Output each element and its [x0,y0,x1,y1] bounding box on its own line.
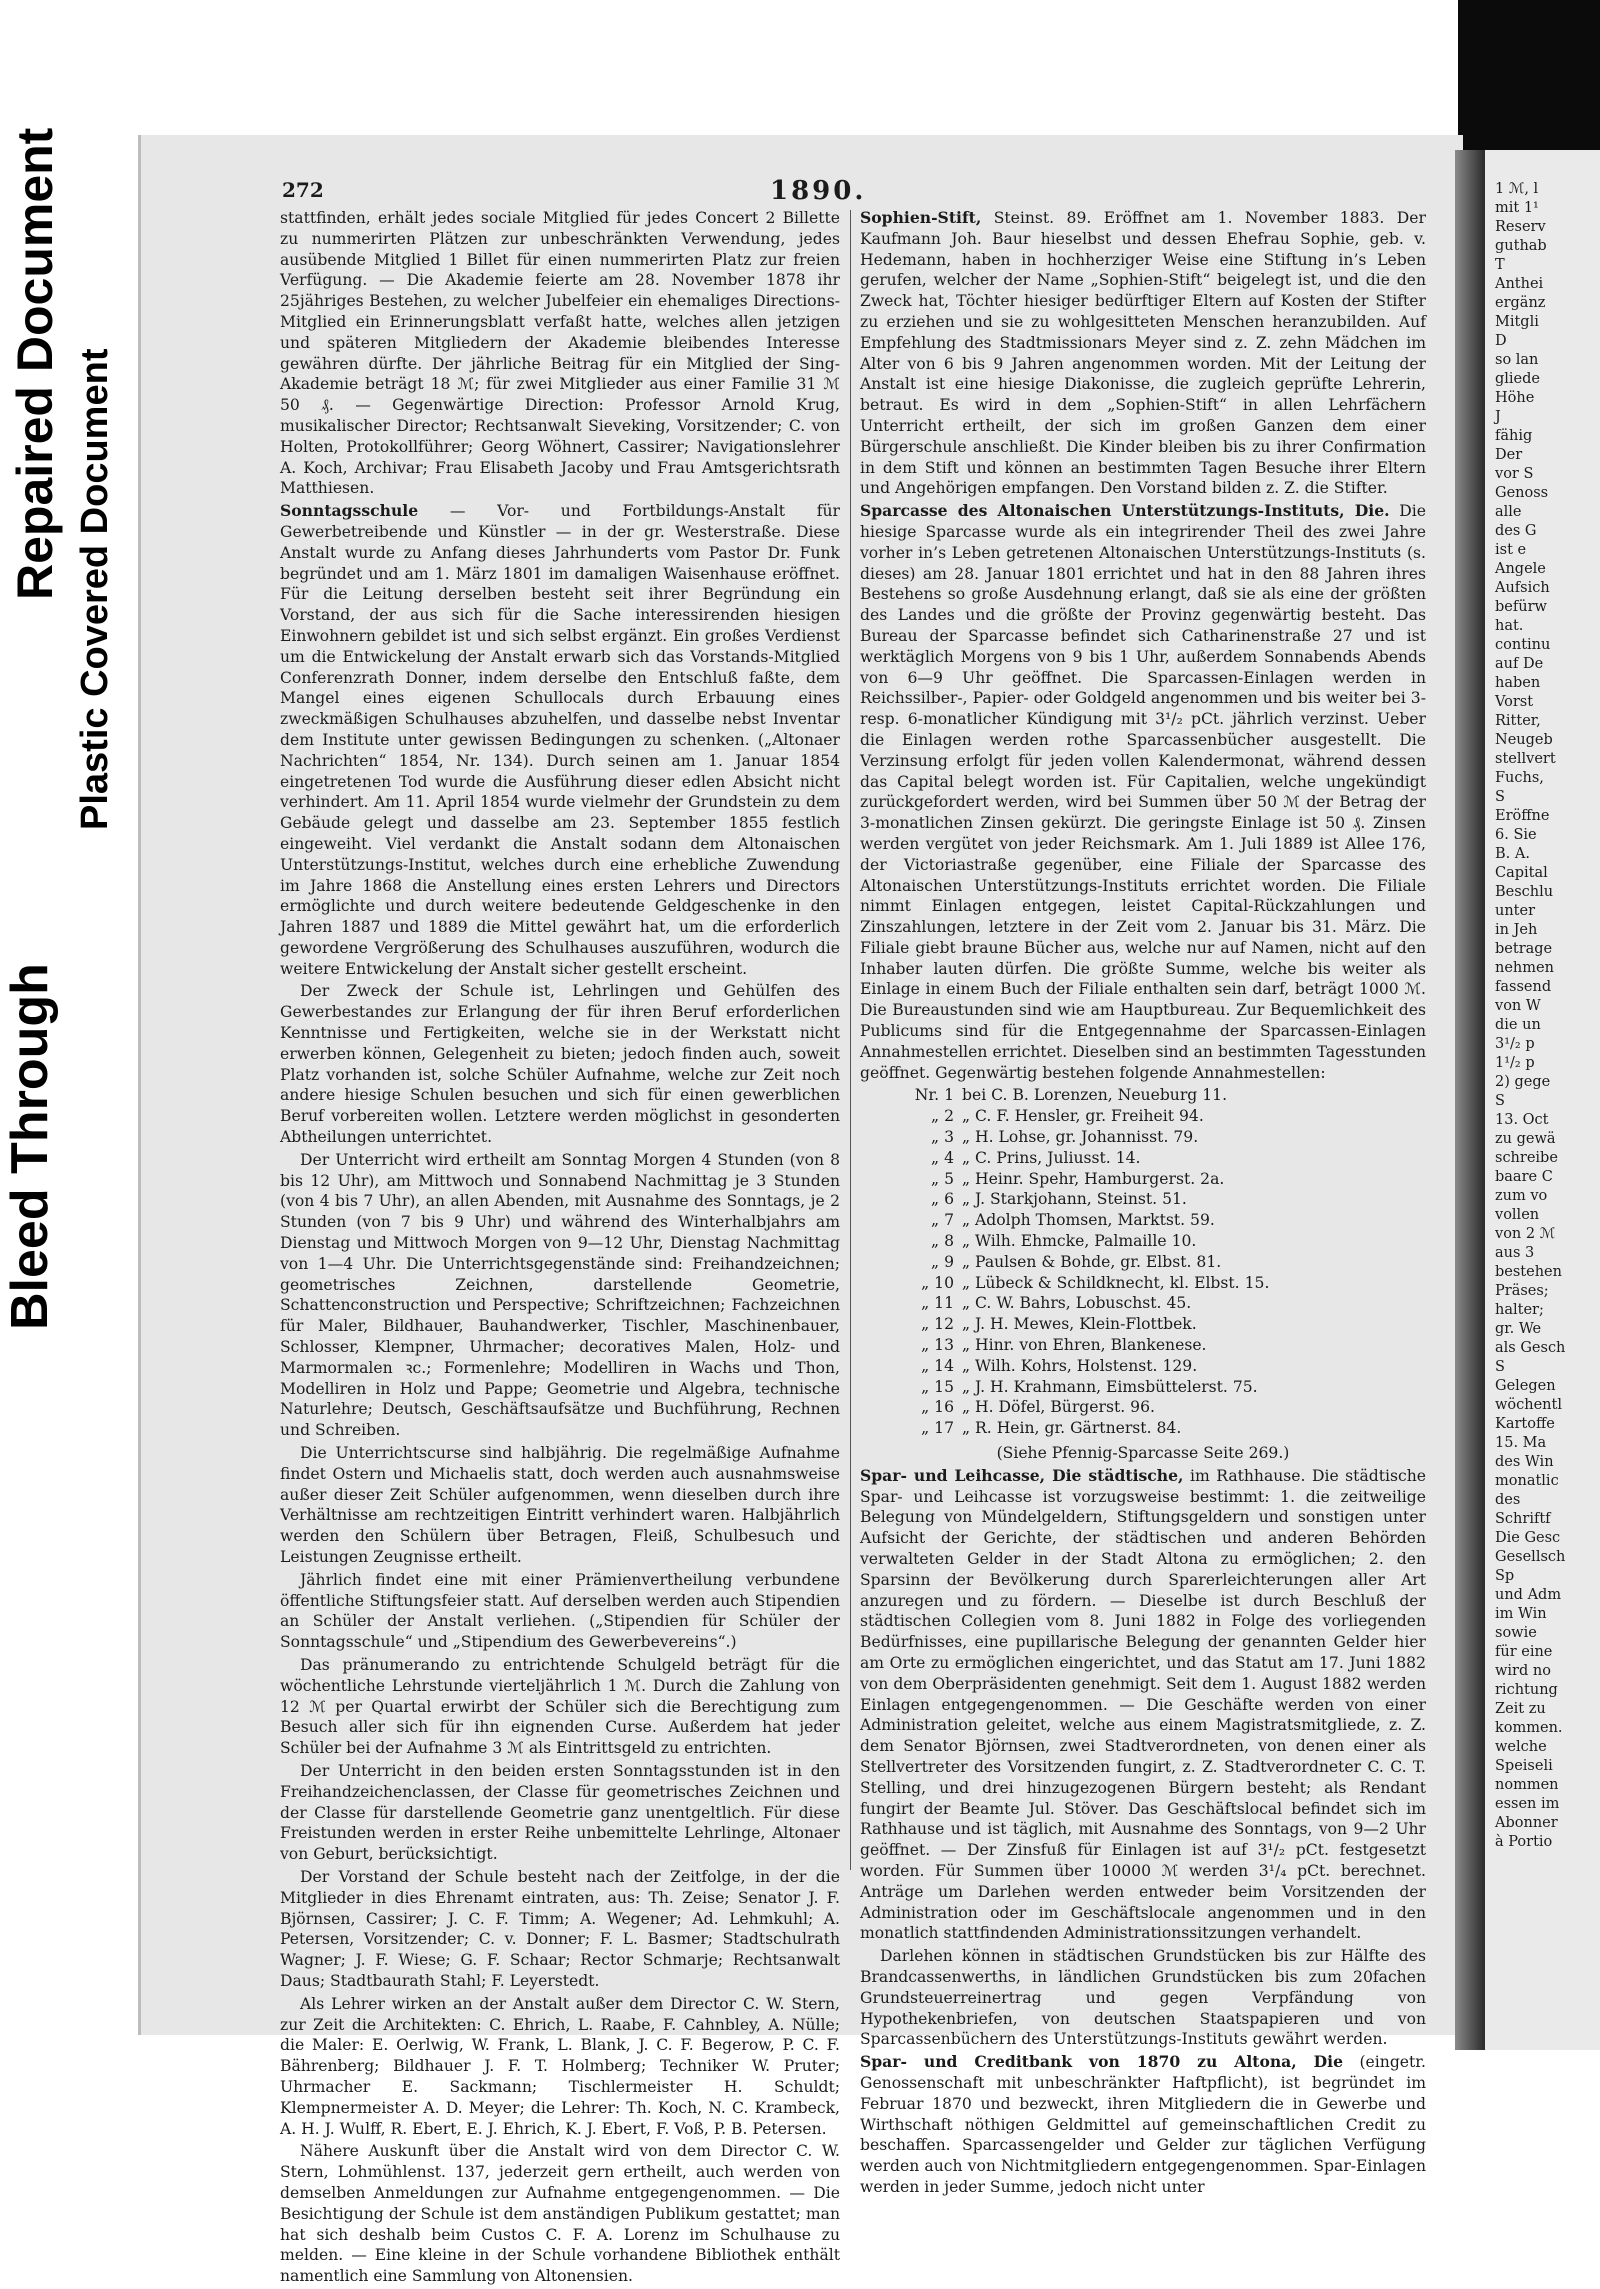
entry-text: (eingetr. Genossenschaft mit unbeschränkter Haftpflicht), ist begründet im Februar 1870 und bezweckt, ihren Mitgliedern die in Gewerbe und Wirthschaft nöthigen Geldmittel auf gemeinschaftlichen Credit zu beschaffen. Sparcassengelder und Gelder zur täglichen Verfügung werden auch von Nichtmitgliedern entgegengenommen. Spar-Einlagen werden in jeder Summe, jedoch nicht unter [860,2053,1426,2196]
list-item-name: „ C. W. Bahrs, Lobuschst. 45. [962,1294,1192,1313]
left-paragraph [280,1994,840,2140]
left-paragraph [280,208,840,499]
facing-page-fragment: mit 1¹ [1495,200,1539,216]
facing-page-fragment: des [1495,1492,1521,1508]
see-also-note: (Siehe Pfennig-Sparcasse Seite 269.) [996,1444,1290,1463]
facing-page-fragment: Genoss [1495,485,1549,501]
facing-page-fragment: halter; [1495,1302,1544,1318]
paragraph-text: Der Unterricht wird ertheilt am Sonntag Morgen 4 Stunden (von 8 bis 12 Uhr), am Mittwoch und Sonnabend Nachmittag je 3 Stunden (von 4 bis 7 Uhr), an allen Abenden, mit Ausnahme des Sonntags, je 2 Stunden (von 7 bis 9 Uhr) und während des Winterhalbjahrs am Dienstag und Mittwoch Morgen von 9—12 Uhr, Dienstag Nachmittag von 1—4 Uhr. Die Unterrichtsgegenstände sind: Freihandzeichnen; geometrisches Zeichnen, darstellende Geometrie, Schattenconstruction und Perspective; Schriftzeichnen; Fachzeichnen für Maler, Bildhauer, Bauhandwerker, Tischler, Maschinenbauer, Schlosser, Klempner, Uhrmacher; decoratives Malen, Holz- und Marmormalen ꝛc.; Formenlehre; Modelliren in Wachs und Thon, Modelliren in Holz und Pappe; Geometrie und Algebra, technische Naturlehre; Deutsch, Geschäftsaufsätze und Buchführung, Rechnen und Schreiben. [280,1150,840,1440]
facing-page-fragment: Präses; [1495,1283,1549,1299]
facing-page-fragment: S [1495,789,1505,805]
list-item-name: bei C. B. Lorenzen, Neueburg 11. [962,1086,1228,1105]
facing-page-fragment: Anthei [1495,276,1544,292]
annahmestellen-list [860,1085,1426,1439]
facing-page-fragment: alle [1495,504,1522,520]
facing-page-fragment: Reserv [1495,219,1546,235]
list-item-name: „ R. Hein, gr. Gärtnerst. 84. [962,1419,1182,1438]
facing-page-fragment: 1 ℳ, l [1495,181,1539,197]
left-paragraph [280,981,840,1147]
facing-page-fragment: Die Gesc [1495,1530,1561,1546]
facing-page-fragment: Sp [1495,1568,1515,1584]
left-paragraph [280,1570,840,1653]
facing-page-fragment: 2) gege [1495,1074,1551,1090]
facing-page-fragment: wird no [1495,1663,1551,1679]
list-item-number: „ 10 [921,1273,954,1292]
facing-page-fragment: nommen [1495,1777,1559,1793]
list-item [860,1356,1426,1377]
facing-page-fragment: Zeit zu [1495,1701,1546,1717]
list-item-number: „ 12 [921,1315,954,1334]
facing-page-fragment: Aufsich [1495,580,1550,596]
left-paragraph [280,501,840,979]
facing-page-fragment: 15. Ma [1495,1435,1547,1451]
list-item [860,1293,1426,1314]
list-item-name: „ H. Döfel, Bürgerst. 96. [962,1398,1155,1417]
list-item-number: „ 6 [931,1190,954,1209]
list-item-name: „ Paulsen & Bohde, gr. Elbst. 81. [962,1252,1222,1271]
facing-page-fragment: S [1495,1093,1505,1109]
facing-page-fragment: als Gesch [1495,1340,1566,1356]
facing-page-fragment: fassend [1495,979,1552,995]
facing-page-fragment: gliede [1495,371,1541,387]
facing-page-fragment: Angele [1495,561,1546,577]
facing-page-fragment: hat. [1495,618,1524,634]
list-item-number: „ 15 [921,1377,954,1396]
facing-page [1485,150,1600,2050]
list-item [860,1210,1426,1231]
facing-page-fragment: Höhe [1495,390,1535,406]
facing-page-fragment: guthab [1495,238,1547,254]
list-item-number: „ 16 [921,1398,954,1417]
list-item-number: „ 5 [931,1169,954,1188]
facing-page-fragment: Der [1495,447,1523,463]
paragraph-text: Die Unterrichtscurse sind halbjährig. Die regelmäßige Aufnahme findet Ostern und Michaelis statt, doch werden auch ausnahmsweise außer dieser Zeit Schüler aufgenommen, wenn dieselben durch ihre Verhältnisse am rechtzeitigen Eintritt verhindert waren. Halbjährlich werden den Schülern über Betragen, Fleiß, Schulbesuch und Leistungen Zeugnisse ertheilt. [280,1444,840,1566]
list-item [860,1397,1426,1418]
left-paragraph [280,1761,840,1865]
facing-page-fragment: ergänz [1495,295,1546,311]
facing-page-fragment: Eröffne [1495,808,1550,824]
facing-page-fragment: von W [1495,998,1541,1014]
facing-page-fragment: vollen [1495,1207,1540,1223]
list-item-number: „ 17 [921,1419,954,1438]
facing-page-fragment: von 2 ℳ [1495,1226,1556,1242]
facing-page-fragment: unter [1495,903,1536,919]
facing-page-fragment: die un [1495,1017,1541,1033]
facing-page-fragment: vor S [1495,466,1534,482]
facing-page-fragment: D [1495,333,1507,349]
paragraph-text: — Vor- und Fortbildungs-Anstalt für Gewerbetreibende und Künstler — in der gr. Westerstraße. Diese Anstalt wurde zu Anfang dieses Jahrhunderts vom Pastor Dr. Funk begründet und am 1. März 1801 im damaligen Waisenhause eröffnet. Für die Leitung derselben besteht seit ihrer Begründung ein Vorstand, der aus sich für die Sache interessirenden hiesigen Einwohnern gebildet ist und sich selbst ergänzt. Ein großes Verdienst um die Entwickelung der Anstalt erwarb sich das Vorstands-Mitglied Conferenzrath Donner, indem derselbe den Entschluß faßte, dem Mangel eines eigenen Schullocals durch Erbauung eines zweckmäßigen Schulhauses abzuhelfen, und dasselbe nebst Inventar dem Institute unter gewissen Bedingungen zu schenken. („Altonaer Nachrichten“ 1854, Nr. 134). Durch seinen am 1. Januar 1854 eingetretenen Tod wurde die Ausführung dieser edlen Absicht nicht verhindert. Am 11. April 1854 wurde vielmehr der Grundstein zu dem Gebäude gelegt und dasselbe am 23. September 1855 festlich eingeweiht. Viel verdankt die Anstalt sodann dem Altonaischen Unterstützungs-Institut, welches durch eine erhebliche Zuwendung im Jahre 1868 die Anstellung eines ersten Lehrers und Directors ermöglichte und durch weitere bedeutende Geldgeschenke in den Jahren 1887 und 1889 die Mittel gewährt hat, um die erforderlich gewordene Vergrößerung des Schulhauses auszuführen, wodurch die weitere Entwickelung der Anstalt sicher gestellt erscheint. [280,502,840,978]
paragraph-text: Der Unterricht in den beiden ersten Sonntagsstunden ist in den Freihandzeichenclassen, der Classe für geometrisches Zeichnen und der Classe für darstellende Geometrie ganz unentgeltlich. Für diese Freistunden werden in erster Reihe unbemittelte Lehrlinge, Altonaer von Geburt, berücksichtigt. [280,1761,840,1864]
facing-page-fragment: Kartoffe [1495,1416,1555,1432]
facing-page-fragment: stellvert [1495,751,1556,767]
entry-sparcasse [860,501,1426,1083]
entry-text: im Rathhause. Die städtische Spar- und Leihcasse ist vorzugsweise bestimmt: 1. die zeitweilige Belegung von Mündelgeldern, Stiftungsgeldern und sonstigen unter Aufsicht der Gerichte, der städtischen und anderen Behörden verwalteten Gelder in der Stadt Altona zu ermöglichen; 2. den Sparsinn der Bevölkerung durch Sparerleichterungen aller Art anzuregen und zu fördern. — Dieselbe ist durch Beschluß der städtischen Collegien vom 8. Juni 1882 in Folge des vorliegenden Bedürfnisses, eine pupillarische Belegung der genannten Gelder hier am Orte zu ermöglichen eingerichtet, und das Statut am 17. Juni 1882 von dem Oberpräsidenten genehmigt. Seit dem 1. August 1882 werden Einlagen entgegengenommen. — Die Geschäfte werden von einer Administration geleitet, welche aus einem Magistratsmitgliede, z. Z. dem Senator Björnsen, zwei Stadtverordneten, von denen einer als Stellvertreter des Vorsitzenden fungirt, z. Z. Stadtverordneter C. C. T. Stelling, und drei hinzugezogenen Bürgern besteht; als Rendant fungirt der Beamte Jul. Stöver. Das Geschäftslocal befindet sich im Rathhause und ist täglich, mit Ausnahme des Sonntags, von 9—2 Uhr geöffnet. — Der Zinsfuß für Einlagen ist auf 3¹/₂ pCt. festgesetzt worden. Für Summen über 10000 ℳ werden 3¹/₄ pCt. berechnet. Anträge um Darlehen werden entweder beim Vorsitzenden der Administration oder im Geschäftslocale angenommen und in den monatlich stattfindenden Administrationssitzungen verhandelt. [860,1466,1426,1943]
paragraph-text: Der Vorstand der Schule besteht nach der Zeitfolge, in der die Mitglieder in dies Ehrenamt eintraten, aus: Th. Zeise; Senator J. F. Björnsen, Cassirer; J. C. F. Timm; A. Wegener; Ad. Lehmkuhl; A. Petersen, Vorsitzender; C. v. Donner; F. L. Basmer; Stadtschulrath Wagner; J. F. Wiese; G. F. Schaar; Rector Schmarje; Rechtsanwalt Daus; Stadtbaurath Stahl; F. Leyerstedt. [280,1867,840,1990]
list-item-name: „ Adolph Thomsen, Marktst. 59. [962,1211,1215,1230]
facing-page-fragment: schreibe [1495,1150,1558,1166]
facing-page-fragment: T [1495,257,1505,273]
facing-page-fragment: so lan [1495,352,1539,368]
facing-page-fragment: fähig [1495,428,1533,444]
facing-page-fragment: Mitgli [1495,314,1539,330]
entry-heading: Sonntagsschule [280,501,419,521]
paragraph-text: Jährlich findet eine mit einer Prämienvertheilung verbundene öffentliche Stiftungsfeier statt. Auf derselben werden auch Stipendien an Schüler der Anstalt verliehen. („Stipendien für Schüler der Sonntagsschule“ und „Stipendium des Gewerbevereins“.) [280,1570,840,1652]
paragraph-text: Nähere Auskunft über die Anstalt wird von dem Director C. W. Stern, Lohmühlenst. 137, jederzeit gern ertheilt, auch werden von demselben Anmeldungen zur Aufnahme entgegengenommen. — Die Besichtigung der Schule ist dem anständigen Publikum gestattet; man hat sich deshalb beim Custos C. F. A. Lorenz im Schulhause zu melden. — Eine kleine in der Schule vorhandene Bibliothek enthält namentlich eine Sammlung von Altonensien. [280,2142,840,2286]
facing-page-fragment: sowie [1495,1625,1537,1641]
list-item-number: „ 8 [931,1232,954,1251]
facing-page-fragment: kommen. [1495,1720,1563,1736]
list-item-number: „ 7 [931,1211,954,1230]
list-item [860,1189,1426,1210]
list-item-name: „ H. Lohse, gr. Johannisst. 79. [962,1128,1199,1147]
scanner-edge [1505,0,1600,160]
facing-page-fragment: Abonner [1495,1815,1558,1831]
facing-page-fragment: monatlic [1495,1473,1559,1489]
entry-heading: Spar- und Leihcasse, Die städtische, [860,1465,1184,1485]
paragraph-text: stattfinden, erhält jedes sociale Mitglied für jedes Concert 2 Billette zu nummerirten Plätzen zur unbeschränkten Verwendung, jedes ausübende Mitglied 1 Billet für einen nummerirten Platz zur freien Verfügung. — Die Akademie feierte am 28. November 1878 ihr 25jähriges Bestehen, zu welcher Jubelfeier ein ehemaliges Directions-Mitglied ein Erinnerungsblatt verfaßt hatte, welches allen jetzigen und späteren Mitgliedern der Akademie bleibendes Interesse gewähren dürfte. Der jährliche Beitrag für ein Mitglied der Sing-Akademie beträgt 18 ℳ; für zwei Mitglieder aus einer Familie 31 ℳ 50 ₰. — Gegenwärtige Direction: Professor Arnold Krug, musikalischer Director; Rechtsanwalt Sieveking, Vorsitzender; C. von Holten, Protokollführer; Georg Wöhnert, Cassirer; Navigationslehrer A. Koch, Archivar; Frau Elisabeth Jacoby und Frau Amtsgerichtsrath Matthiesen. [280,209,840,498]
list-item-name: „ Lübeck & Schildknecht, kl. Elbst. 15. [962,1273,1270,1292]
facing-page-fragment: 13. Oct [1495,1112,1549,1128]
bleed-through-label: Bleed Through [1,963,59,1330]
left-paragraph [280,1655,840,1759]
list-item-number: „ 3 [931,1128,954,1147]
page-year-header: 1890. [770,176,867,206]
page-gutter [1455,150,1485,2050]
facing-page-fragment: essen im [1495,1796,1560,1812]
list-item-number: „ 11 [921,1294,954,1313]
list-item [860,1273,1426,1294]
facing-page-fragment: Gelegen [1495,1378,1556,1394]
facing-page-fragment: im Win [1495,1606,1547,1622]
list-item-name: „ J. H. Mewes, Klein-Flottbek. [962,1315,1197,1334]
facing-page-fragment: in Jeh [1495,922,1538,938]
facing-page-fragment: Fuchs, [1495,770,1544,786]
facing-page-fragment: wöchentl [1495,1397,1562,1413]
list-item [860,1252,1426,1273]
facing-page-fragment: continu [1495,637,1551,653]
facing-page-fragment: Capital [1495,865,1548,881]
facing-page-fragment: gr. We [1495,1321,1542,1337]
facing-page-fragment: welche [1495,1739,1547,1755]
facing-page-fragment: Ritter, [1495,713,1541,729]
facing-page-fragment: zu gewä [1495,1131,1556,1147]
left-paragraph [280,2141,840,2287]
facing-page-fragment: J [1495,409,1501,425]
facing-page-fragment: Gesellsch [1495,1549,1566,1565]
list-item-name: „ C. Prins, Juliusst. 14. [962,1148,1141,1167]
list-item-name: „ J. H. Krahmann, Eimsbüttelerst. 75. [962,1377,1258,1396]
facing-page-fragment: zum vo [1495,1188,1548,1204]
facing-page-fragment: Speiseli [1495,1758,1553,1774]
list-item [860,1314,1426,1335]
list-item [860,1377,1426,1398]
left-paragraph [280,1150,840,1441]
entry-spar-leihcasse [860,1466,1426,1944]
paragraph-darlehen: Darlehen können in städtischen Grundstücken bis zur Hälfte des Brandcassenwerths, in ländlichen Grundstücken bis zum 20fachen Grundsteuerreinertrag und gegen Verpfändung von Hypothekenbriefen, von deutschen Staatspapieren und von Sparcassenbüchern des Unterstützungs-Instituts gewährt werden. [860,1947,1426,2049]
left-paragraph [280,1867,840,1992]
facing-page-fragment: des G [1495,523,1537,539]
facing-page-fragment: auf De [1495,656,1544,672]
list-item-number: „ 4 [931,1148,954,1167]
list-item-number: „ 9 [931,1252,954,1271]
facing-page-fragment: bestehen [1495,1264,1562,1280]
list-item [860,1148,1426,1169]
entry-text: Steinst. 89. Eröffnet am 1. November 1883. Der Kaufmann Joh. Baur hieselbst und dessen Ehefrau Sophie, geb. v. Hedemann, haben in hochherziger Weise eine Stiftung in’s Leben gerufen, welcher der Name „Sophien-Stift“ beigelegt ist, und die den Zweck hat, Töchter hiesiger bedürftiger Eltern auf Kosten der Stifter zu erziehen und sie zu wohlgesitteten Menschen heranzubilden. Auf Empfehlung des Stadtmissionars Meyer sind z. Z. zehn Mädchen im Alter von 6 bis 9 Jahren angenommen worden. Mit der Leitung der Anstalt ist eine hiesige Diakonisse, die zugleich geprüfte Lehrerin, betraut. Es wird in dem „Sophien-Stift“ in allen Lehrfächern Unterricht ertheilt, der sich im großen Ganzen dem einer Bürgerschule anschließt. Die Kinder bleiben bis zu ihrer Confirmation in dem Stift und können an bestimmten Tagen Besuche ihrer Eltern und Angehörigen empfangen. Den Vorstand bilden z. Z. die Stifter. [860,209,1426,498]
list-item [860,1335,1426,1356]
facing-page-fragment: à Portio [1495,1834,1553,1850]
paragraph-text: Der Zweck der Schule ist, Lehrlingen und Gehülfen des Gewerbestandes zur Erlangung der für ihren Beruf erforderlichen Kenntnisse und Fertigkeiten, welche sie in der Werkstatt nicht erwerben können, Gelegenheit zu bieten; jedoch finden auch, soweit Platz vorhanden ist, solche Schüler Aufnahme, welche zur Zeit noch andere hiesige Schulen besuchen und sich für einen gewerblichen Beruf vorbereiten wollen. Letztere werden möglichst in gesonderten Abtheilungen unterrichtet. [280,982,840,1147]
facing-page-fragment: S [1495,1359,1505,1375]
facing-page-fragment: und Adm [1495,1587,1562,1603]
list-item [860,1418,1426,1439]
facing-page-fragment: 3¹/₂ p [1495,1036,1535,1052]
left-column [280,208,840,2289]
entry-heading: Spar- und Creditbank von 1870 zu Altona, Die [860,2052,1344,2072]
facing-page-fragment: betrage [1495,941,1553,957]
facing-page-fragment: haben [1495,675,1541,691]
entry-heading: Sparcasse des Altonaischen Unterstützungs-Instituts, Die. [860,501,1390,521]
facing-page-fragment: des Win [1495,1454,1554,1470]
facing-page-fragment: Beschlu [1495,884,1554,900]
list-item-name: „ Wilh. Kohrs, Holstenst. 129. [962,1356,1198,1375]
entry-sophien-stift [860,208,1426,499]
entry-creditbank [860,2052,1426,2198]
facing-page-fragment: aus 3 [1495,1245,1535,1261]
list-item-name: „ Wilh. Ehmcke, Palmaille 10. [962,1232,1197,1251]
entry-heading: Sophien-Stift, [860,208,982,227]
paragraph-text: Als Lehrer wirken an der Anstalt außer dem Director C. W. Stern, zur Zeit die Architekten: C. Ehrich, L. Raabe, F. Cahnbley, A. Nülle; die Maler: E. Oerlwig, W. Frank, L. Blank, J. C. F. Begerow, P. C. F. Bährenberg; Bildhauer J. F. T. Holmberg; Techniker W. Pruter; Uhrmacher E. Sackmann; Tischlermeister H. Schuldt; Klempnermeister A. D. Meyer; die Lehrer: Th. Koch, N. C. Krambeck, A. H. J. Wulff, R. Ebert, E. J. Ehrich, K. J. Ebert, F. Voß, P. B. Petersen. [280,1994,840,2138]
list-item-number: Nr. 1 [914,1086,954,1105]
facing-page-fragment: richtung [1495,1682,1558,1698]
list-item-name: „ J. Starkjohann, Steinst. 51. [962,1190,1187,1209]
list-item [860,1085,1426,1106]
facing-page-fragment: Schriftf [1495,1511,1551,1527]
facing-page-fragment: 1¹/₂ p [1495,1055,1535,1071]
list-item [860,1231,1426,1252]
left-paragraph [280,1443,840,1568]
list-item-name: „ C. F. Hensler, gr. Freiheit 94. [962,1107,1204,1126]
facing-page-fragment: befürw [1495,599,1547,615]
plastic-covered-label: Plastic Covered Document [74,348,116,830]
repaired-document-label: Repaired Document [7,127,63,600]
paragraph-text: Das pränumerando zu entrichtende Schulgeld beträgt für die wöchentliche Lehrstunde vierteljährlich 1 ℳ. Durch die Zahlung von 12 ℳ per Quartal erwirbt der Schüler sich die Berechtigung zum Besuch aller sich für ihn eignenden Curse. Außerdem hat jeder Schüler bei der Aufnahme 3 ℳ als Eintrittsgeld zu entrichten. [280,1655,840,1758]
facing-page-fragment: Neugeb [1495,732,1553,748]
page-number: 272 [282,178,324,202]
facing-page-fragment: 6. Sie [1495,827,1537,843]
facing-page-fragment: ist e [1495,542,1527,558]
list-item-name: „ Hinr. von Ehren, Blankenese. [962,1336,1207,1355]
list-item-number: „ 13 [921,1336,954,1355]
facing-page-fragment: baare C [1495,1169,1553,1185]
list-item-number: „ 14 [921,1356,954,1375]
entry-text: Die hiesige Sparcasse wurde als ein integrirender Theil des zwei Jahre vorher in’s Leben getretenen Altonaischen Unterstützungs-Instituts (s. dieses) am 28. Januar 1801 errichtet und hat in den 88 Jahren ihres Bestehens so große Ausdehnung erlangt, daß sie als eine der größten des Landes und die größte der Provinz gegenwärtig besteht. Das Bureau der Sparcasse befindet sich Catharinenstraße 27 und ist werktäglich Morgens von 9 bis 1 Uhr, außerdem Sonnabends Abends von 6—9 Uhr geöffnet. Die Sparcassen-Einlagen werden in Reichssilber-, Papier- oder Goldgeld angenommen und bis weiter bei 3- resp. 6-monatlicher Kündigung mit 3¹/₂ pCt. jährlich verzinst. Ueber die Einlagen werden rothe Sparcassenbücher ausgestellt. Die Verzinsung erfolgt für jeden vollen Kalendermonat, während dessen das Capital belegt worden ist. Für Capitalien, welche ungekündigt zurückgefordert werden, wird bei Summen über 50 ℳ der Betrag der 3-monatlichen Zinsen gekürzt. Die geringste Einlage ist 50 ₰. Zinsen werden vergütet von jeder Reichsmark. Am 1. Juli 1889 ist Allee 176, der Victoriastraße gegenüber, eine Filiale der Sparcasse des Altonaischen Unterstützungs-Instituts errichtet worden. Die Filiale nimmt Einlagen entgegen, leistet Capital-Rückzahlungen und Zinszahlungen, letztere in der Zeit vom 2. Januar bis 31. März. Die Filiale giebt braune Bücher aus, welche nur auf Namen, nicht auf den Inhaber lauten dürfen. Die größte Summe, welche bis weiter als Einlage in einem Buch der Filiale enthalten sein darf, beträgt 1000 ℳ. Die Bureaustunden sind wie am Hauptbureau. Zur Bequemlichkeit des Publicums sind für die Entgegennahme der Sparcassen-Einlagen Annahmestellen errichtet. Dieselben sind an bestimmten Tagesstunden geöffnet. Gegenwärtig bestehen folgende Annahmestellen: [860,502,1426,1082]
list-item [860,1169,1426,1190]
facing-page-fragment: Vorst [1495,694,1534,710]
list-item [860,1127,1426,1148]
list-item [860,1106,1426,1127]
binding-shadow-top [1458,0,1506,150]
right-column [860,208,1426,2200]
facing-page-fragment: für eine [1495,1644,1553,1660]
facing-page-fragment: B. A. [1495,846,1530,862]
column-divider [850,210,851,1870]
list-item-name: „ Heinr. Spehr, Hamburgerst. 2a. [962,1169,1225,1188]
facing-page-fragment: nehmen [1495,960,1554,976]
list-item-number: „ 2 [931,1107,954,1126]
